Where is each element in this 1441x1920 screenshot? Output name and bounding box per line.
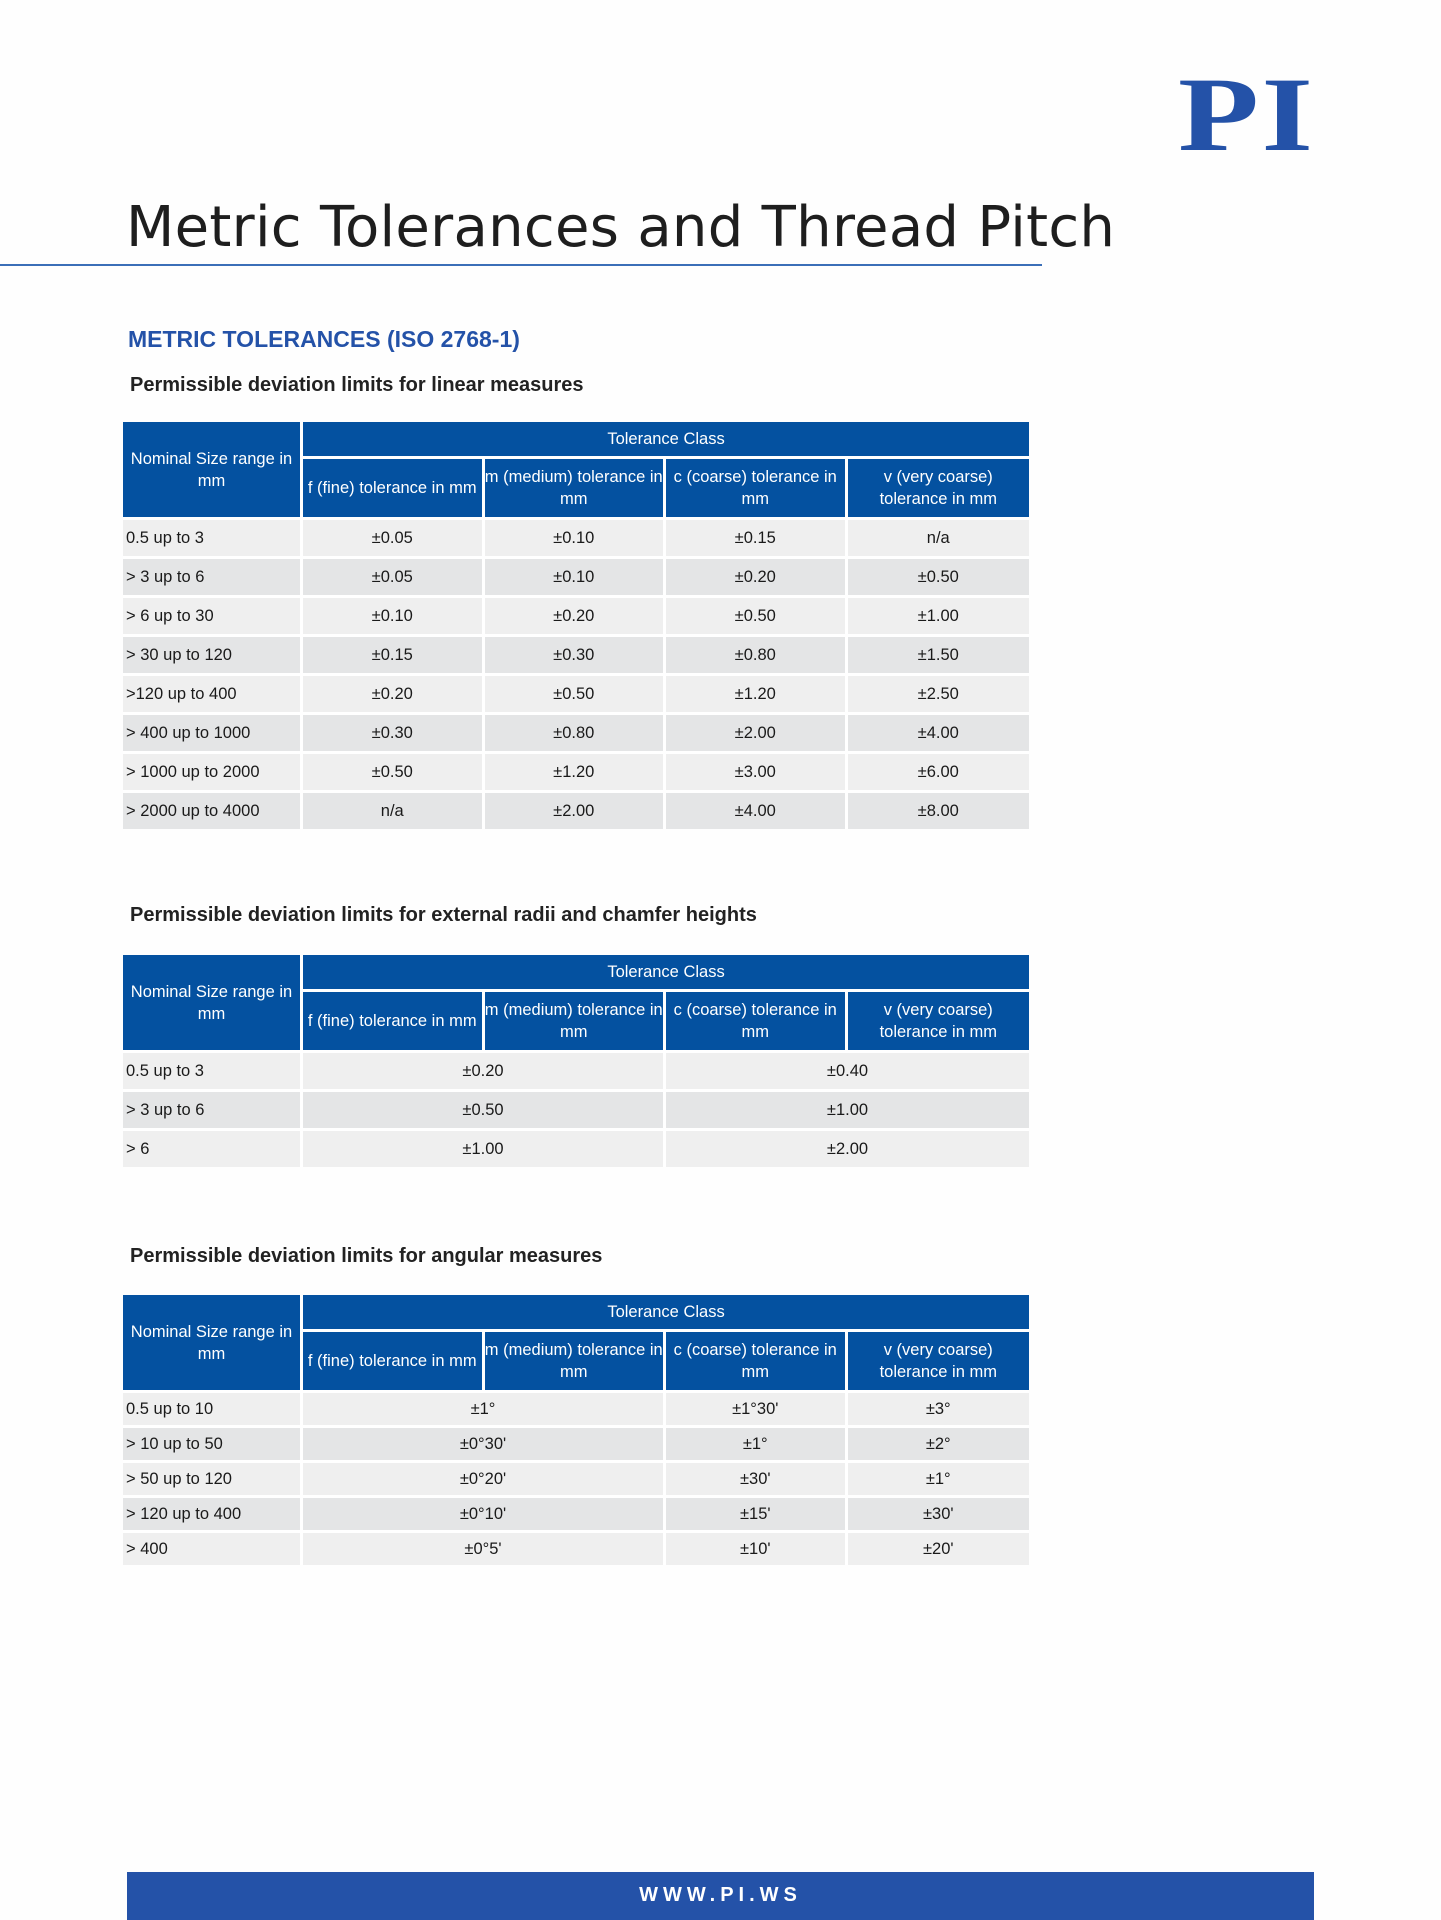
value-cell: ±0.10	[303, 595, 485, 634]
angular-table-heading: Permissible deviation limits for angular measures	[130, 1245, 603, 1267]
table-row	[123, 673, 1029, 712]
value-cell: ±0.10	[485, 517, 667, 556]
value-cell: n/a	[303, 790, 485, 829]
value-cell: ±1°	[303, 1390, 666, 1425]
value-cell: ±1°	[848, 1460, 1030, 1495]
value-cell: ±0°30'	[303, 1425, 666, 1460]
medium-header: m (medium) tolerance in mm	[485, 992, 667, 1050]
value-cell: ±8.00	[848, 790, 1030, 829]
nominal-size-header: Nominal Size range in mm	[123, 1295, 303, 1390]
value-cell: ±2.00	[485, 790, 667, 829]
nominal-size-cell: > 30 up to 120	[123, 634, 303, 673]
value-cell: ±0°10'	[303, 1495, 666, 1530]
table-row	[123, 556, 1029, 595]
value-cell: ±3°	[848, 1390, 1030, 1425]
nominal-size-cell: > 2000 up to 4000	[123, 790, 303, 829]
angular-tolerance-table	[123, 1295, 1029, 1565]
value-cell: ±20'	[848, 1530, 1030, 1565]
nominal-size-cell: > 1000 up to 2000	[123, 751, 303, 790]
tolerance-class-header: Tolerance Class	[303, 1295, 1029, 1332]
value-cell: ±4.00	[666, 790, 848, 829]
table-row	[123, 517, 1029, 556]
nominal-size-cell: 0.5 up to 10	[123, 1390, 303, 1425]
fine-header: f (fine) tolerance in mm	[303, 459, 485, 517]
value-cell: ±1.00	[666, 1089, 1029, 1128]
value-cell: ±0.15	[303, 634, 485, 673]
nominal-size-header: Nominal Size range in mm	[123, 955, 303, 1050]
nominal-size-cell: > 400 up to 1000	[123, 712, 303, 751]
value-cell: ±0°5'	[303, 1530, 666, 1565]
nominal-size-cell: > 10 up to 50	[123, 1425, 303, 1460]
nominal-size-cell: > 3 up to 6	[123, 1089, 303, 1128]
value-cell: ±4.00	[848, 712, 1030, 751]
table-row	[123, 1460, 1029, 1495]
value-cell: ±2°	[848, 1425, 1030, 1460]
value-cell: ±30'	[848, 1495, 1030, 1530]
value-cell: ±1.00	[848, 595, 1030, 634]
value-cell: ±0.50	[303, 751, 485, 790]
table-row	[123, 1495, 1029, 1530]
value-cell: ±0°20'	[303, 1460, 666, 1495]
value-cell: ±0.30	[303, 712, 485, 751]
value-cell: ±0.05	[303, 556, 485, 595]
value-cell: ±10'	[666, 1530, 848, 1565]
value-cell: n/a	[848, 517, 1030, 556]
value-cell: ±0.20	[303, 1050, 666, 1089]
value-cell: ±1.20	[666, 673, 848, 712]
pi-logo: PI	[1178, 56, 1316, 173]
table-row	[123, 1089, 1029, 1128]
value-cell: ±0.05	[303, 517, 485, 556]
nominal-size-cell: > 6 up to 30	[123, 595, 303, 634]
table-row	[123, 751, 1029, 790]
value-cell: ±0.80	[485, 712, 667, 751]
value-cell: ±0.10	[485, 556, 667, 595]
nominal-size-cell: >120 up to 400	[123, 673, 303, 712]
table-row	[123, 1128, 1029, 1167]
fine-header: f (fine) tolerance in mm	[303, 1332, 485, 1390]
medium-header: m (medium) tolerance in mm	[485, 1332, 667, 1390]
radii-tolerance-table	[123, 955, 1029, 1167]
coarse-header: c (coarse) tolerance in mm	[666, 992, 848, 1050]
value-cell: ±6.00	[848, 751, 1030, 790]
value-cell: ±15'	[666, 1495, 848, 1530]
nominal-size-cell: > 400	[123, 1530, 303, 1565]
coarse-header: c (coarse) tolerance in mm	[666, 459, 848, 517]
table-row	[123, 1530, 1029, 1565]
value-cell: ±0.20	[303, 673, 485, 712]
table-row	[123, 790, 1029, 829]
value-cell: ±2.00	[666, 1128, 1029, 1167]
tolerance-class-header: Tolerance Class	[303, 422, 1029, 459]
value-cell: ±1°30'	[666, 1390, 848, 1425]
nominal-size-cell: 0.5 up to 3	[123, 517, 303, 556]
table-row	[123, 595, 1029, 634]
table-row	[123, 712, 1029, 751]
value-cell: ±1.20	[485, 751, 667, 790]
value-cell: ±0.20	[666, 556, 848, 595]
table-row	[123, 634, 1029, 673]
very-coarse-header: v (very coarse) tolerance in mm	[848, 1332, 1030, 1390]
page-title: Metric Tolerances and Thread Pitch	[126, 195, 1116, 260]
value-cell: ±0.20	[485, 595, 667, 634]
value-cell: ±1.00	[303, 1128, 666, 1167]
value-cell: ±3.00	[666, 751, 848, 790]
value-cell: ±0.50	[848, 556, 1030, 595]
nominal-size-header: Nominal Size range in mm	[123, 422, 303, 517]
value-cell: ±30'	[666, 1460, 848, 1495]
value-cell: ±1°	[666, 1425, 848, 1460]
medium-header: m (medium) tolerance in mm	[485, 459, 667, 517]
footer-url-banner[interactable]: WWW.PI.WS	[127, 1872, 1314, 1920]
coarse-header: c (coarse) tolerance in mm	[666, 1332, 848, 1390]
value-cell: ±0.50	[303, 1089, 666, 1128]
value-cell: ±0.30	[485, 634, 667, 673]
nominal-size-cell: 0.5 up to 3	[123, 1050, 303, 1089]
value-cell: ±2.50	[848, 673, 1030, 712]
table-row	[123, 1390, 1029, 1425]
table-row	[123, 1050, 1029, 1089]
fine-header: f (fine) tolerance in mm	[303, 992, 485, 1050]
value-cell: ±1.50	[848, 634, 1030, 673]
very-coarse-header: v (very coarse) tolerance in mm	[848, 459, 1030, 517]
value-cell: ±0.50	[485, 673, 667, 712]
value-cell: ±0.80	[666, 634, 848, 673]
linear-tolerance-table	[123, 422, 1029, 829]
value-cell: ±0.40	[666, 1050, 1029, 1089]
section-heading: METRIC TOLERANCES (ISO 2768-1)	[128, 326, 520, 352]
value-cell: ±0.50	[666, 595, 848, 634]
title-divider	[0, 264, 1042, 266]
value-cell: ±0.15	[666, 517, 848, 556]
table-row	[123, 1425, 1029, 1460]
value-cell: ±2.00	[666, 712, 848, 751]
very-coarse-header: v (very coarse) tolerance in mm	[848, 992, 1030, 1050]
nominal-size-cell: > 120 up to 400	[123, 1495, 303, 1530]
tolerance-class-header: Tolerance Class	[303, 955, 1029, 992]
nominal-size-cell: > 6	[123, 1128, 303, 1167]
radii-table-heading: Permissible deviation limits for external radii and chamfer heights	[130, 904, 757, 926]
nominal-size-cell: > 50 up to 120	[123, 1460, 303, 1495]
nominal-size-cell: > 3 up to 6	[123, 556, 303, 595]
linear-table-heading: Permissible deviation limits for linear measures	[130, 374, 584, 396]
